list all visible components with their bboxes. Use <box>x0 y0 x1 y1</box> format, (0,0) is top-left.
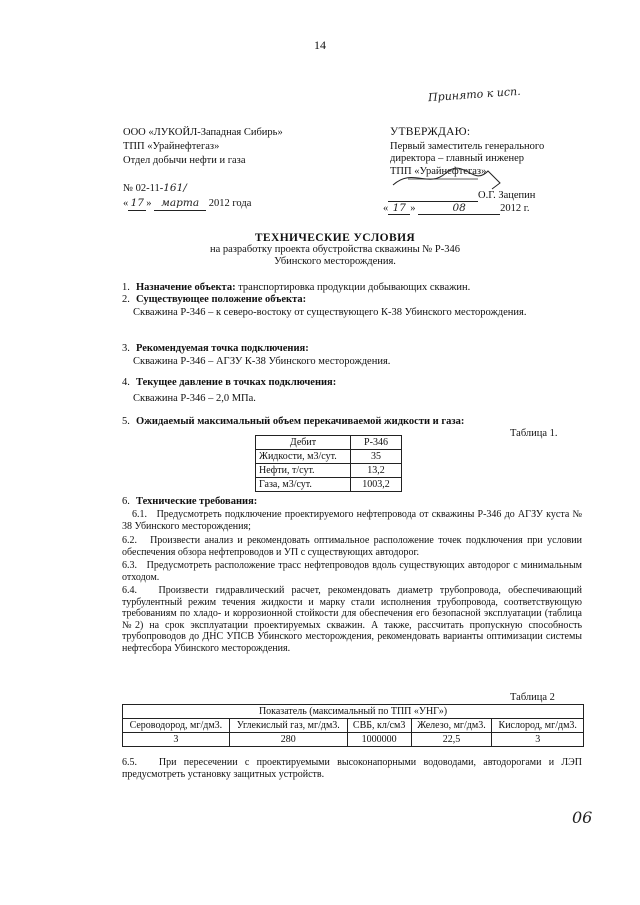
doc-date: « 17 » марта 2012 года <box>123 197 252 209</box>
table-cell: 1003,2 <box>351 478 402 492</box>
section-4: 4. Текущее давление в точках подключения: Скважина Р-346 – 2,0 МПа. <box>122 377 337 404</box>
requirement-6-5: 6.5. При пересечении с проектируемыми высоконапорными водоводами, автодорогами и ЛЭП предусмотреть установку защитных устройств. <box>122 757 583 780</box>
title-field: Убинского месторождения. <box>274 256 396 267</box>
title-subtitle: на разработку проекта обустройства скважины № Р-346 <box>209 244 461 255</box>
doc-number: № 02-11-161/ <box>123 182 187 194</box>
approval-heading: УТВЕРЖДАЮ: <box>390 126 471 138</box>
table-row <box>256 436 402 450</box>
table-cell: 35 <box>351 450 402 464</box>
signer-name: О.Г. Зацепин <box>478 190 536 201</box>
requirement-6-2: 6.2. Произвести анализ и рекомендовать оптимальное расположение точек подключения при условии обеспечения обзора нефтепроводов и УП с существующих автодорог. <box>122 535 582 558</box>
signature <box>388 165 518 191</box>
table-cell: Жидкости, м3/сут. <box>256 450 351 464</box>
table-1 <box>255 435 402 492</box>
title-main: ТЕХНИЧЕСКИЕ УСЛОВИЯ <box>254 232 416 244</box>
document-title <box>140 232 530 268</box>
sender-unit: ТПП «Урайнефтегаз» <box>123 141 220 152</box>
table-row <box>123 719 584 733</box>
section-2: 2. Существующее положение объекта: Скважина Р-346 – к северо-востоку от существующего К-38 Убинского месторождения. <box>122 294 527 318</box>
section-3: 3. Рекомендуемая точка подключения: Скважина Р-346 – АГЗУ К-38 Убинского месторождения. <box>122 343 391 367</box>
table-row <box>256 450 402 464</box>
page-number: 14 <box>314 38 326 52</box>
corner-mark: 06 <box>572 808 593 827</box>
approval-date: « 17 » 08 2012 г. <box>383 202 530 214</box>
table-cell: 280 <box>229 733 347 747</box>
table-cell: 3 <box>123 733 230 747</box>
section-1: 1. Назначение объекта: транспортировка продукции добывающих скважин. <box>122 282 471 293</box>
table-cell: 13,2 <box>351 464 402 478</box>
table-cell: Дебит <box>256 436 351 450</box>
table-row <box>256 464 402 478</box>
table-cell: СВБ, кл/см3 <box>347 719 411 733</box>
table1-caption: Таблица 1. <box>510 428 558 439</box>
table-cell: Сероводород, мг/дм3. <box>123 719 230 733</box>
table-row <box>256 478 402 492</box>
approval-position-2: директора – главный инженер <box>390 153 525 164</box>
table-row <box>123 705 584 719</box>
handwritten-note: Принято к исп. <box>427 84 522 105</box>
sender-block <box>123 126 283 211</box>
table-cell: 1000000 <box>347 733 411 747</box>
table-cell: 22,5 <box>411 733 492 747</box>
table-cell: Газа, м3/сут. <box>256 478 351 492</box>
table-cell: Нефти, т/сут. <box>256 464 351 478</box>
sender-company: ООО «ЛУКОЙЛ-Западная Сибирь» <box>123 127 283 138</box>
section-6: 6. Технические требования: <box>122 496 258 507</box>
requirement-6-4: 6.4. Произвести гидравлический расчет, рекомендовать диаметр трубопровода, обеспечивающий турбулентный режим течения жидкости и марку стали исполнения трубопровода, соответствующую требованиям по хладо- и коррозионной стойкости для обеспечения его безопасной эксплуатации (таблица №2) на срок эксплуатации проектируемых скважин. А также, рассчитать пропускную способность трубопроводов до ДНС УПСВ Убинского месторождения, рекомендовать варианты оптимизации системы нефтесбора Убинского месторождения. <box>122 585 582 654</box>
table2-caption: Таблица 2 <box>510 692 555 703</box>
table-group-header: Показатель (максимальный по ТПП «УНГ») <box>123 705 584 719</box>
approval-position-3: ТПП «Урайнефтегаз» <box>390 165 487 177</box>
signer-line <box>388 190 558 202</box>
sender-department: Отдел добычи нефти и газа <box>123 155 246 166</box>
table-cell: Кислород, мг/дм3. <box>492 719 584 733</box>
requirement-6-1: 6.1. Предусмотреть подключение проектируемого нефтепровода от скважины Р-346 до АГЗУ куста № 38 Убинского месторождения; <box>122 509 582 532</box>
table-cell: 3 <box>492 733 584 747</box>
table-cell: Р-346 <box>351 436 402 450</box>
table-cell: Железо, мг/дм3. <box>411 719 492 733</box>
table-cell: Углекислый газ, мг/дм3. <box>229 719 347 733</box>
section-5: 5. Ожидаемый максимальный объем перекачиваемой жидкости и газа: <box>122 416 465 427</box>
table-row <box>123 733 584 747</box>
approval-position-1: Первый заместитель генерального <box>390 140 545 152</box>
requirement-6-3: 6.3. Предусмотреть расположение трасс нефтепроводов вдоль существующих автодорог с минимальным отходом. <box>122 560 582 583</box>
table-2 <box>122 704 584 747</box>
